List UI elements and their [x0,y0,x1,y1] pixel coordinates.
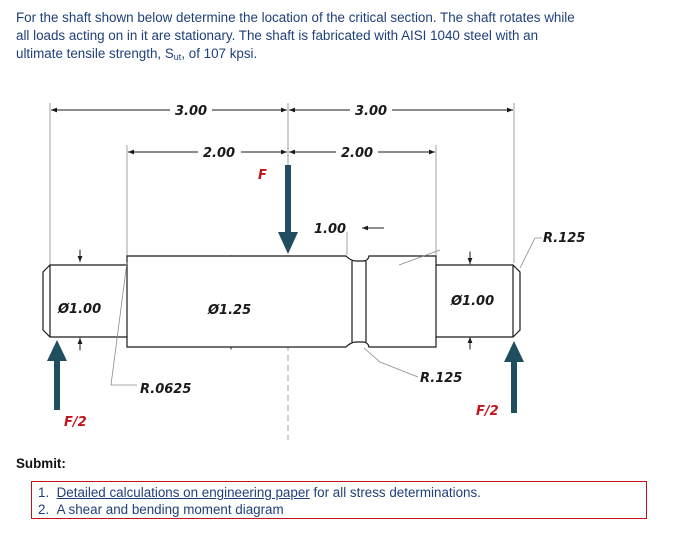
force-label-right-reaction: F/2 [476,404,499,419]
submit-item-1-text: for all stress determinations. [309,485,481,500]
problem-line-2: all loads acting on in it are stationary. The shaft is fabricated with AISI 1040 steel with an [16,28,539,43]
dim-groove-offset: 1.00 [314,222,347,237]
dim-left-journal-diameter: Ø1.00 [58,302,102,317]
submit-item-2 [38,502,284,517]
dim-center-diameter: Ø1.25 [208,303,252,318]
dim-fillet-right: R.125 [543,231,586,246]
force-label-left-reaction: F/2 [64,415,87,430]
right-reaction-shaft [511,361,517,413]
problem-line-3: ultimate tensile strength, $S_{ut}$, of 107 kpsi. [16,46,258,62]
center-force-arrowhead [278,232,298,254]
dim-right-span: 3.00 [355,104,388,119]
center-force-shaft [285,165,291,233]
right-reaction-arrowhead [504,341,524,362]
submit-item-1-number: 1. [38,485,50,500]
shaft-outline [43,256,520,347]
dim-right-inner: 2.00 [341,146,374,161]
dim-left-inner: 2.00 [203,146,236,161]
dim-left-span: 3.00 [175,104,208,119]
submit-item-2-text: A shear and bending moment diagram [56,502,284,517]
submit-list [31,481,647,519]
dim-fillet-left: R.0625 [140,382,192,397]
dim-right-journal-diameter: Ø1.00 [451,294,495,309]
left-reaction-arrowhead [47,340,67,361]
force-label-center: F [258,168,267,183]
submit-item-2-number: 2. [38,502,50,517]
dim-fillet-groove: R.125 [420,371,463,386]
submit-heading: Submit: [16,456,66,471]
problem-line-1: For the shaft shown below determine the location of the critical section. The shaft rotates while [16,10,575,25]
left-reaction-shaft [54,360,60,410]
engineering-paper-link[interactable]: Detailed calculations on engineering paper [56,485,310,500]
submit-item-1 [38,485,481,500]
